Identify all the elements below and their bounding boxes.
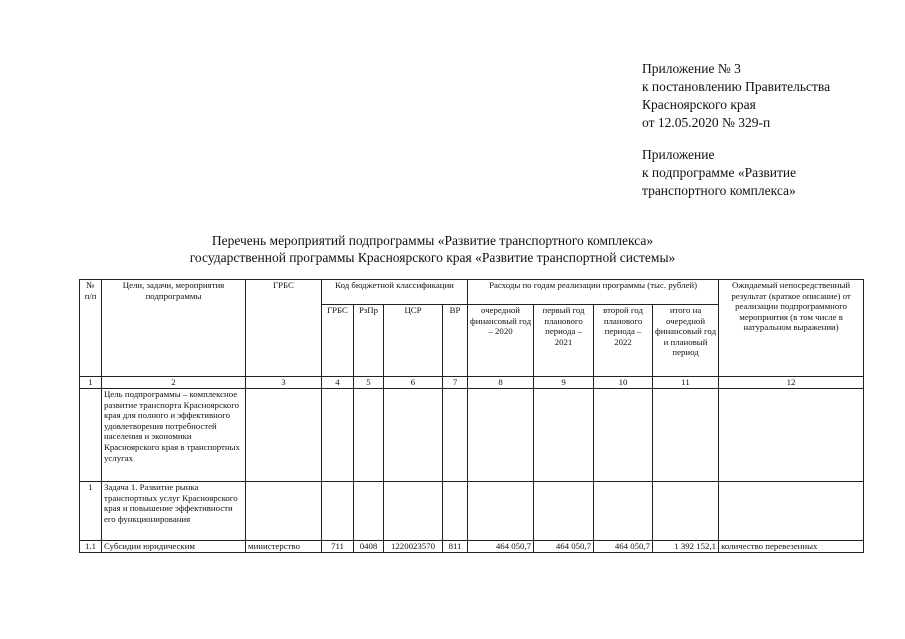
measures-table bbox=[79, 279, 864, 553]
header-expenses: Расходы по годам реализации программы (тыс. рублей) bbox=[468, 280, 719, 305]
header-year-2022: второй год планового периода – 2022 bbox=[594, 305, 653, 377]
appendix-sub-line: транспортного комплекса» bbox=[642, 183, 796, 198]
column-number: 3 bbox=[246, 377, 322, 389]
item-row bbox=[80, 541, 864, 553]
column-number: 9 bbox=[534, 377, 594, 389]
header-total: итого на очередной финансовый год и плановый период bbox=[653, 305, 719, 377]
header-num: № п/п bbox=[80, 280, 102, 377]
header-row-1 bbox=[80, 280, 864, 305]
item-num: 1.1 bbox=[80, 541, 102, 553]
item-grbs: министерство bbox=[246, 541, 322, 553]
column-number: 2 bbox=[102, 377, 246, 389]
item-result: количество перевезенных bbox=[719, 541, 864, 553]
task-row bbox=[80, 482, 864, 541]
column-number: 1 bbox=[80, 377, 102, 389]
column-number-row bbox=[80, 377, 864, 389]
header-year-2021: первый год планового периода – 2021 bbox=[534, 305, 594, 377]
column-number: 8 bbox=[468, 377, 534, 389]
column-number: 10 bbox=[594, 377, 653, 389]
document-title-line-2: государственной программы Красноярского края «Развитие транспортной системы» bbox=[189, 250, 676, 265]
item-code-grbs: 711 bbox=[322, 541, 354, 553]
header-code-vr: ВР bbox=[443, 305, 468, 377]
appendix-main-line: от 12.05.2020 № 329-п bbox=[642, 115, 771, 130]
header-code-grbs: ГРБС bbox=[322, 305, 354, 377]
item-y2020: 464 050,7 bbox=[468, 541, 534, 553]
goal-text: Цель подпрограммы – комплексное развитие транспорта Красноярского края для полного и эффективного удовлетворения потребностей населения и экономики Красноярского края в транспортных услугах bbox=[102, 389, 246, 482]
column-number: 4 bbox=[322, 377, 354, 389]
appendix-main-line: Красноярского края bbox=[642, 97, 756, 112]
column-number: 5 bbox=[354, 377, 384, 389]
document-title-line-1: Перечень мероприятий подпрограммы «Развитие транспортного комплекса» bbox=[211, 233, 654, 248]
column-number: 6 bbox=[384, 377, 443, 389]
appendix-main-line: к постановлению Правительства bbox=[642, 79, 831, 94]
header-code-csr: ЦСР bbox=[384, 305, 443, 377]
header-grbs: ГРБС bbox=[246, 280, 322, 377]
appendix-sub-line: Приложение bbox=[642, 147, 715, 162]
item-y2022: 464 050,7 bbox=[594, 541, 653, 553]
column-number: 7 bbox=[443, 377, 468, 389]
item-total: 1 392 152,1 bbox=[653, 541, 719, 553]
column-number: 12 bbox=[719, 377, 864, 389]
item-code-csr: 1220023570 bbox=[384, 541, 443, 553]
appendix-sub-line: к подпрограмме «Развитие bbox=[642, 165, 797, 180]
goal-row bbox=[80, 389, 864, 482]
appendix-sub-block bbox=[642, 146, 796, 200]
item-y2021: 464 050,7 bbox=[534, 541, 594, 553]
header-budget-code: Код бюджетной классификации bbox=[322, 280, 468, 305]
header-goals: Цели, задачи, мероприятия подпрограммы bbox=[102, 280, 246, 377]
header-code-rzpr: РзПр bbox=[354, 305, 384, 377]
task-text: Задача 1. Развитие рынка транспортных услуг Красноярского края и повышение эффективности его функционирования bbox=[102, 482, 246, 541]
header-year-2020: очередной финансовый год – 2020 bbox=[468, 305, 534, 377]
header-result: Ожидаемый непосредственный результат (краткое описание) от реализации подпрограммного мероприятия (в том числе в натуральном выражении) bbox=[719, 280, 864, 377]
appendix-main-line: Приложение № 3 bbox=[642, 61, 741, 76]
appendix-main-block bbox=[642, 60, 830, 132]
item-code-vr: 811 bbox=[443, 541, 468, 553]
item-text: Субсидии юридическим bbox=[102, 541, 246, 553]
item-code-rzpr: 0408 bbox=[354, 541, 384, 553]
column-number: 11 bbox=[653, 377, 719, 389]
task-num: 1 bbox=[80, 482, 102, 541]
